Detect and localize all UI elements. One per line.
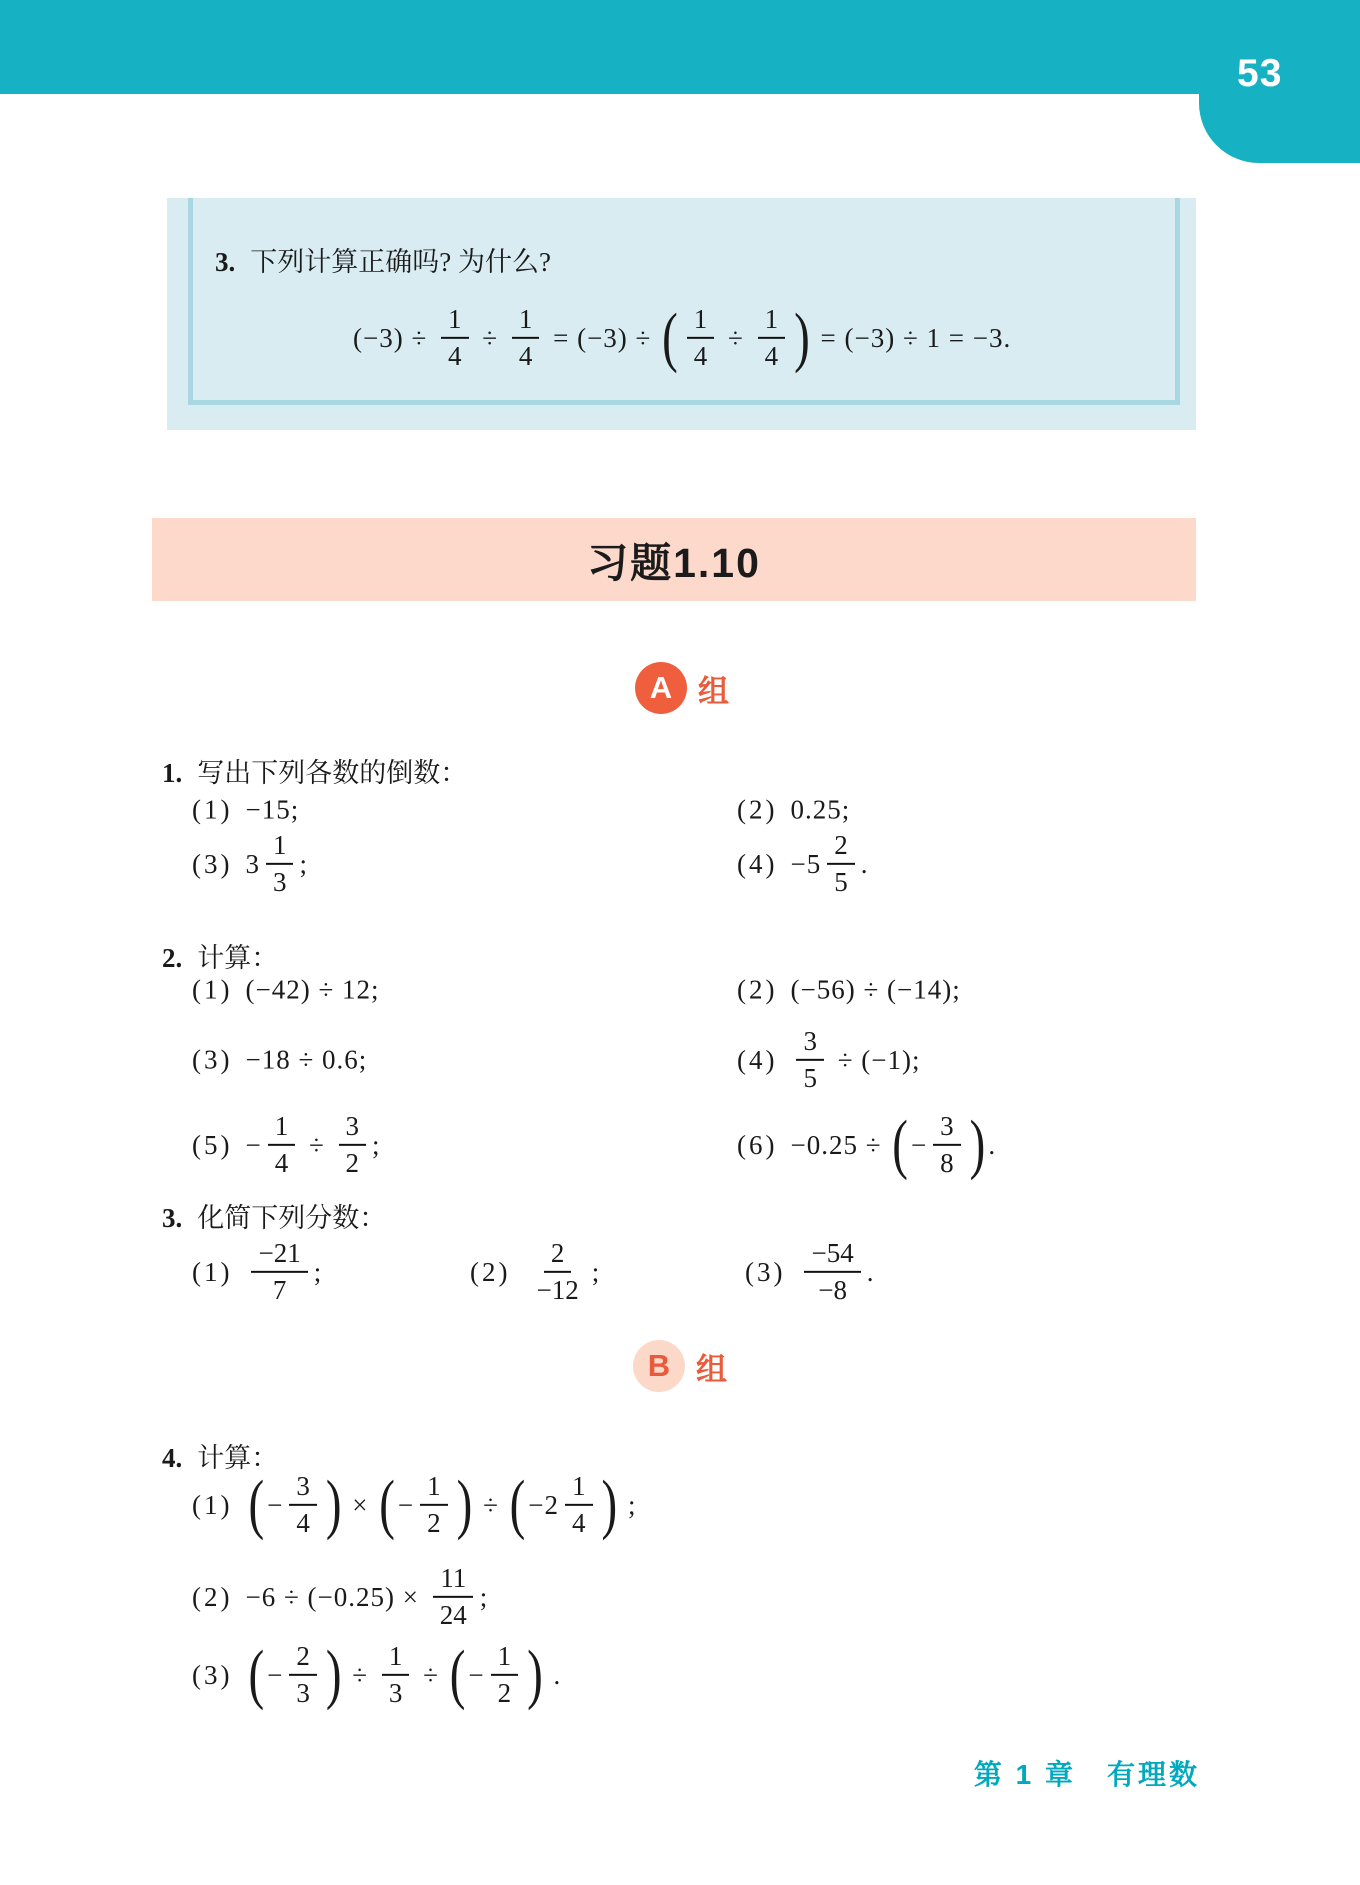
item-number: (1) [192,974,233,1005]
item-number: (2) [470,1256,511,1287]
item-number: (6) [737,1129,778,1160]
page-number-tab [1199,0,1360,163]
question-1-label [162,751,467,790]
question-number: 2. [162,943,183,973]
box-inner-border-bottom [188,400,1180,405]
exercise-item-1-2 [737,795,850,826]
math-expression: $\frac{-54}{-8}$ . [798,1239,874,1305]
math-expression: 0.25; [790,794,851,825]
question-number: 1. [162,758,183,788]
math-expression: $\frac{-21}{7}$ ; [245,1239,322,1305]
exercise-item-3-3 [745,1239,874,1305]
math-expression: 3 $\frac{1}{3}$ ; [245,829,308,897]
item-number: (2) [737,974,778,1005]
math-expression: $\frac{2}{-12}$ ; [536,1237,601,1305]
question-2-label [162,936,278,975]
item-number: (2) [192,1581,233,1612]
group-a-label: 组 [698,673,729,709]
item-number: (4) [737,1044,778,1075]
question-number: 3. [215,247,236,277]
question-number: 4. [162,1443,183,1473]
question-3-label [162,1196,386,1235]
header-bar [0,0,1360,94]
item-number: (3) [745,1256,786,1287]
box-inner-border-left [188,198,193,405]
item-number: (1) [192,1489,233,1520]
math-expression: (−42) ÷ 12; [245,974,380,1005]
exercise-item-4-3 [192,1637,562,1712]
exercise-item-2-6 [737,1107,997,1182]
math-expression: − $\frac{1}{4}$ ÷ $\frac{3}{2}$ ; [245,1110,381,1178]
exercise-item-1-4 [737,831,868,897]
group-b-badge: B [633,1340,685,1392]
math-expression: −5 $\frac{2}{5}$ . [790,829,869,897]
review-question [215,240,551,279]
math-expression: −6 ÷ (−0.25) × $\frac{11}{24}$ ; [245,1562,489,1630]
exercise-banner [152,518,1196,601]
item-number: (3) [192,848,233,879]
item-number: (3) [192,1659,233,1690]
question-text: 下列计算正确吗? 为什么? [250,247,551,277]
item-number: (5) [192,1129,233,1160]
item-number: (1) [192,1256,233,1287]
group-a-badge: A [635,662,687,714]
question-text: 计算： [197,943,279,973]
review-box [167,198,1196,430]
group-a-header [635,662,729,714]
exercise-item-2-3 [192,1045,367,1076]
question-text: 写出下列各数的倒数： [197,758,468,788]
math-expression: ( − $\frac{2}{3}$ ) ÷ $\frac{1}{3}$ ÷ ( − $\frac{1}{2}$ ) . [248,1637,562,1712]
exercise-item-2-1 [192,975,380,1006]
exercise-item-3-2 [470,1239,600,1305]
exercise-item-4-2 [192,1564,488,1630]
math-expression: −0.25 ÷ ( − $\frac{3}{8}$ ) . [790,1107,997,1182]
item-number: (4) [737,848,778,879]
question-text: 计算： [197,1443,279,1473]
item-number: (3) [192,1044,233,1075]
math-expression: (−56) ÷ (−14); [790,974,961,1005]
item-number: (2) [737,794,778,825]
exercise-item-2-5 [192,1112,381,1178]
exercise-item-2-4 [737,1027,921,1093]
math-expression: ( − $\frac{3}{4}$ ) × ( − $\frac{1}{2}$ ) ÷ ( −2 $\frac{1}{4}$ ) ; [248,1467,637,1542]
exercise-item-2-2 [737,975,961,1006]
group-b-header [633,1340,727,1392]
math-expression: −18 ÷ 0.6; [245,1044,368,1075]
exercise-item-1-1 [192,795,299,826]
banner-title: 习题1.10 [587,540,761,586]
group-b-label: 组 [696,1351,727,1387]
item-number: (1) [192,794,233,825]
chapter-footer: 第 1 章 有理数 [973,1759,1200,1790]
box-inner-border-right [1175,198,1180,405]
page-number: 53 [1237,52,1283,95]
question-number: 3. [162,1203,183,1233]
math-expression: −15; [245,794,300,825]
exercise-item-4-1 [192,1467,637,1542]
exercise-item-1-3 [192,831,308,897]
math-expression: (−3) ÷ $\frac{1}{4}$ ÷ $\frac{1}{4}$ = (−3) ÷ ( $\frac{1}{4}$ ÷ $\frac{1}{4}$ ) = (−3) ÷ 1 = −3. [353,300,1012,375]
math-expression: $\frac{3}{5}$ ÷ (−1); [790,1027,920,1093]
exercise-item-3-1 [192,1239,322,1305]
question-text: 化简下列分数： [197,1203,387,1233]
